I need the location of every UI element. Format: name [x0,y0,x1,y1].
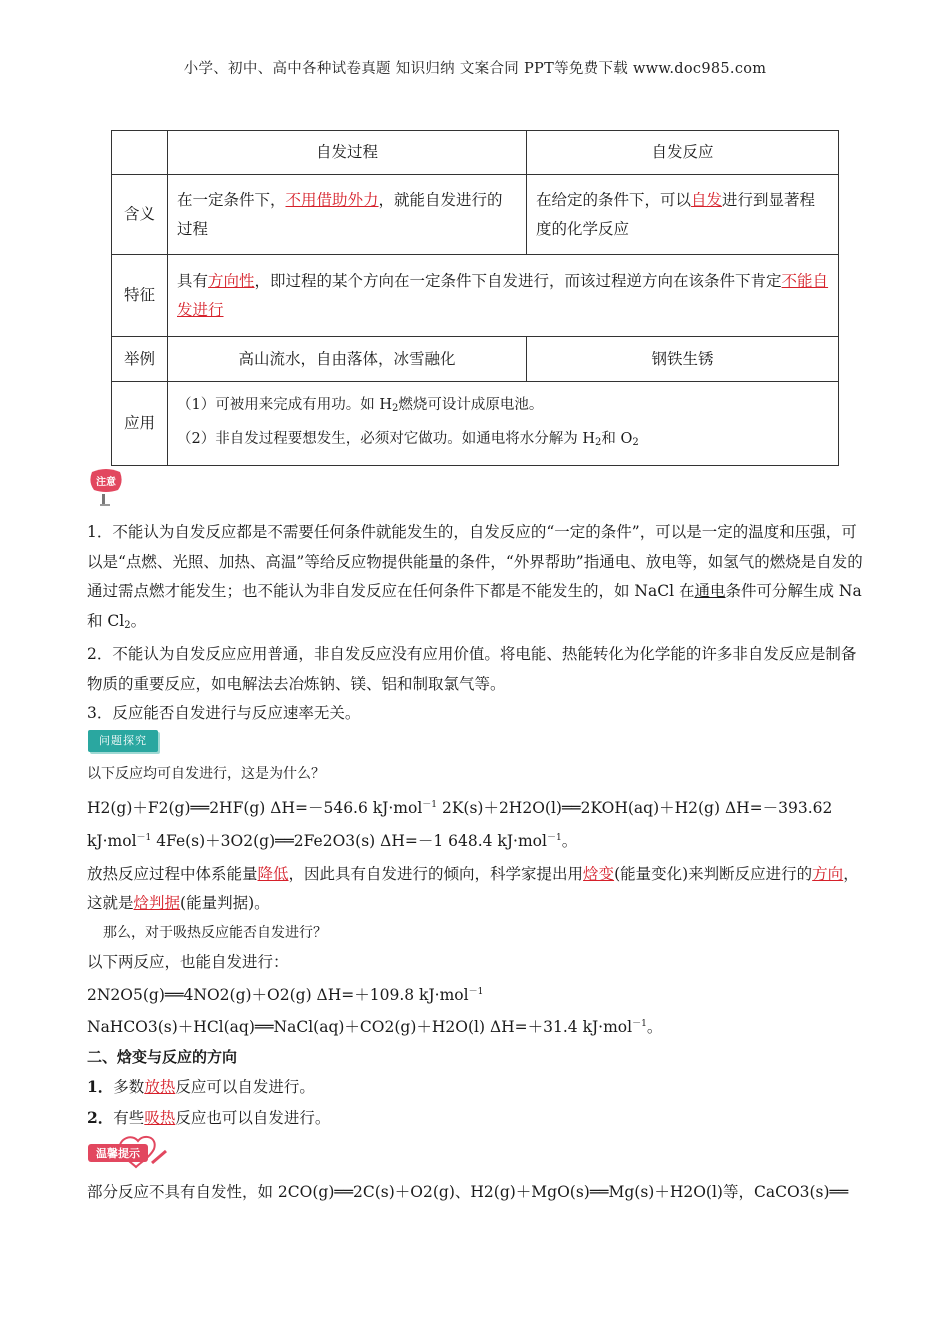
example-process: 高山流水，自由落体，冰雪融化 [168,337,527,382]
section-2-item-2 [87,1103,865,1134]
subscript: 2 [124,619,131,631]
inquiry-block [87,760,865,1133]
highlight: 放热 [144,1078,176,1096]
text: ，就能自发进行的过程 [177,190,503,238]
row-label-meaning: 含义 [112,175,168,255]
highlight: 焓判据 [133,894,181,912]
text: 有些 [113,1108,145,1127]
inquiry-badge: 问题探究 [88,730,158,752]
row-label-application: 应用 [112,382,168,466]
tip-text: 部分反应不具有自发性，如 2CO(g)══2C(s)＋O2(g)、H2(g)＋MgO(s)══Mg(s)＋H2O(l)等，CaCO3(s)══ [87,1183,849,1201]
page-header: 小学、初中、高中各种试卷真题 知识归纳 文案合同 PPT等免费下载 www.doc985.com [183,61,767,77]
text: 在一定条件下， [177,190,286,209]
col-header-process: 自发过程 [168,131,527,175]
meaning-process [168,175,527,255]
text: 进行到显著程度的化学反应 [536,190,816,238]
application-line-2 [177,424,829,458]
item-number: 1． [87,1077,114,1096]
text: 具有 [177,271,209,290]
text: 和 O [601,430,633,447]
inquiry-equations [87,790,865,856]
text: 4Fe(s)＋3O2(g)══2Fe2O3(s) ΔH=－1 648.4 kJ·mol [151,831,547,850]
superscript: －1 [422,799,438,810]
text: 放热反应过程中体系能量 [87,864,258,883]
item-number: 2． [87,1107,114,1127]
spontaneity-table [111,130,839,466]
section-2-item-1 [87,1072,865,1103]
text: 在给定的条件下，可以 [536,190,692,209]
application-line-1 [177,390,829,424]
highlight: 不用借助外力 [285,190,379,209]
note-1 [87,518,865,640]
text: （1）可被用来完成有用功。如 H [177,396,392,413]
table-corner-cell [112,131,168,175]
feature-text [168,255,839,337]
application-text [168,382,839,466]
text: ，即过程的某个方向在一定条件下自发进行，而该过程逆方向在该条件下肯定 [254,271,782,290]
inquiry-question-2: 那么，对于吸热反应能否自发进行？ [103,924,327,941]
underlined-text: 通电 [694,582,726,600]
highlight: 不能自发进行 [177,271,829,319]
highlight: 降低 [257,864,289,883]
example-reaction: 钢铁生锈 [527,337,839,382]
also-spontaneous-intro: 以下两反应，也能自发进行： [87,953,289,971]
text: ，这就是 [87,864,859,912]
highlight: 方向 [812,864,844,883]
text: H2(g)＋F2(g)══2HF(g) ΔH=－546.6 kJ·mol [87,798,423,817]
row-label-example: 举例 [112,337,168,382]
superscript: －1 [468,986,484,997]
text: (能量变化)来判断反应进行的 [614,864,813,883]
text: 。 [561,831,578,850]
superscript: －1 [136,832,152,843]
text: 。 [130,611,147,630]
text: 条件可分解生成 Na 和 Cl [87,582,862,630]
text: 2N2O5(g)══4NO2(g)＋O2(g) ΔH=＋109.8 kJ·mol [87,985,469,1004]
text: 反应可以自发进行。 [175,1078,315,1096]
subscript: 2 [594,436,602,448]
warm-tip-label: 温馨提示 [96,1147,140,1160]
highlight: 吸热 [144,1108,176,1127]
notes-block [87,518,865,729]
note-icon [88,468,124,508]
section-2-title: 二、焓变与反应的方向 [87,1047,238,1066]
text: 反应也可以自发进行。 [175,1108,331,1127]
col-header-reaction: 自发反应 [527,131,839,175]
row-label-feature: 特征 [112,255,168,337]
superscript: －1 [632,1019,647,1029]
highlight: 焓变 [583,864,615,883]
highlight: 方向性 [208,271,255,290]
text: ，因此具有自发进行的倾向，科学家提出用 [288,864,584,883]
warm-tip-icon [86,1135,170,1169]
meaning-reaction [527,175,839,255]
text: 2K(s)＋2H2O(l)══2KOH(aq)＋H2(g) ΔH=－393.62 kJ·mol [87,798,833,850]
reaction-1 [87,978,865,1011]
subscript: 2 [632,436,639,448]
text: NaHCO3(s)＋HCl(aq)══NaCl(aq)＋CO2(g)＋H2O(l) ΔH=＋31.4 kJ·mol [87,1018,633,1036]
text: 1．不能认为自发反应都是不需要任何条件就能发生的，自发反应的“一定的条件”，可以是一定的温度和压强，可以是“点燃、光照、加热、高温”等给反应物提供能量的条件，“外界帮助”指通电、放电等，如氢气的燃烧是自发的通过需点燃才能发生；也不能认为非自发反应在任何条件下都是不能发生的，如 NaCl 在 [87,523,863,600]
note-icon-label: 注意 [96,477,116,488]
text: （2）非自发过程要想发生，必须对它做功。如通电将水分解为 H [177,430,595,447]
note-3: 3．反应能否自发进行与反应速率无关。 [87,704,361,722]
text: (能量判据)。 [180,894,270,912]
subscript: 2 [391,402,399,414]
text: 多数 [113,1078,145,1096]
reaction-2 [87,1010,865,1043]
note-2: 2．不能认为自发反应应用普通，非自发反应没有应用价值。将电能、热能转化为化学能的许多非自发反应是制备物质的重要反应，如电解法去冶炼钠、镁、铝和制取氯气等。 [87,645,857,693]
text: 燃烧可设计成原电池。 [398,396,544,413]
inquiry-question: 以下反应均可自发进行，这是为什么？ [87,766,325,782]
highlight: 自发 [691,190,723,209]
text: 。 [646,1018,663,1036]
superscript: －1 [546,832,562,843]
exothermic-explanation [87,860,865,919]
